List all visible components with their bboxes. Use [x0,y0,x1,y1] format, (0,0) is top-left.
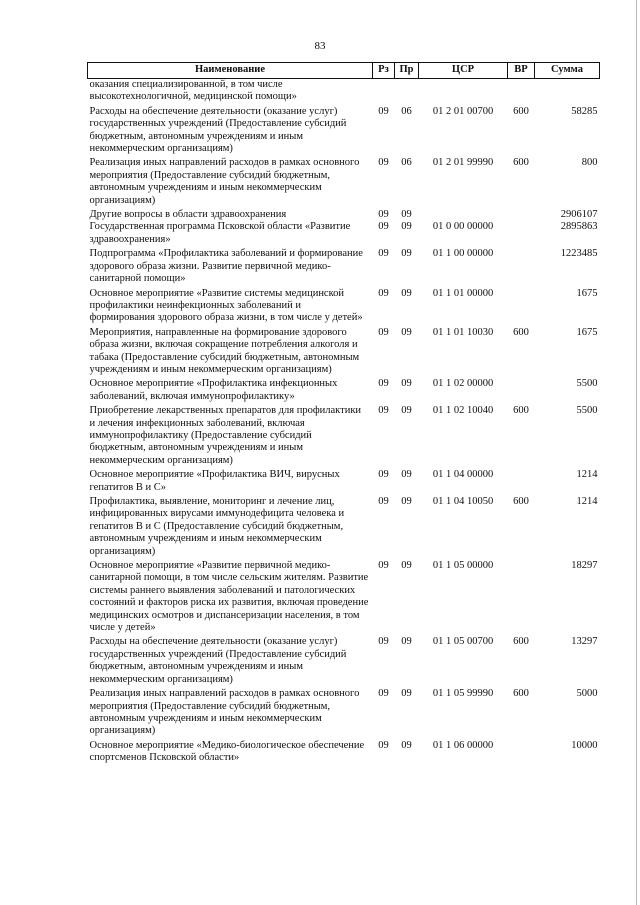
row-name: Приобретение лекарственных препаратов для профилактики и лечения инфекционных заболеваний, включая иммунопрофилактику (Предоставление субсидий бюджетным, автономным учреждениям и иным некоммерческим организациям) [89,405,362,466]
row-pr: 09 [401,221,412,233]
row-pr: 09 [401,209,412,221]
row-pr: 09 [401,560,412,572]
table-row [88,221,600,248]
row-name: Мероприятия, направленные на формирование здорового образа жизни, включая сокращение потребления алкоголя и табака (Предоставление субсидий бюджетным, автономным учреждениям и иным некоммерческим организациям) [89,326,360,375]
table-header-row [88,63,600,79]
row-name: оказания специализированной, в том числе высокотехнологичной, медицинской помощи» [89,79,297,103]
row-rz: 09 [378,636,389,648]
row-vr: 600 [513,496,529,507]
row-csr: 01 1 05 99990 [432,688,494,700]
row-sum: 5000 [576,688,598,700]
row-sum: 18297 [571,560,598,572]
row-pr: 09 [401,326,412,338]
row-sum: 2895863 [560,221,598,233]
table-row [88,378,600,405]
row-csr: 01 1 02 00000 [432,378,494,390]
row-name: Подпрограмма «Профилактика заболеваний и формирование здорового образа жизни. Развитие первичной медико-санитарной помощи» [89,248,363,285]
row-sum [535,79,600,106]
row-sum: 1675 [576,326,598,338]
row-sum: 13297 [571,636,598,648]
row-pr: 06 [401,105,412,117]
row-vr [508,560,535,636]
header-vr: ВР [508,63,535,79]
row-csr: 01 1 01 10030 [432,326,494,338]
row-csr: 01 1 01 00000 [432,287,494,299]
row-csr: 01 1 06 00000 [432,739,494,751]
row-sum: 10000 [571,739,598,751]
row-csr: 01 1 04 10050 [432,496,494,507]
table-row [88,496,600,560]
row-name: Профилактика, выявление, мониторинг и лечение лиц, инфицированных вирусами иммунодефицита человека и гепатитов В и С (Предоставление субсидий бюджетным, автономным учреждениям и иным некоммерческим организациям) [89,496,345,557]
table-row [88,740,600,765]
row-pr: 06 [401,157,412,169]
row-sum: 1223485 [560,248,598,260]
table-row [88,106,600,158]
row-csr: 01 0 00 00000 [432,221,494,233]
row-pr: 09 [401,496,412,507]
row-rz [373,79,395,106]
table-row [88,469,600,496]
row-rz: 09 [378,221,389,233]
row-csr [419,209,508,221]
row-csr [419,79,508,106]
row-csr: 01 1 05 00700 [432,636,494,648]
row-vr: 600 [513,157,529,169]
row-name: Расходы на обеспечение деятельности (оказание услуг) государственных учреждений (Предоставление субсидий бюджетным, автономным учреждениям и иным некоммерческим организациям) [89,105,347,155]
row-csr: 01 1 00 00000 [432,248,494,260]
row-vr: 600 [513,405,529,417]
row-sum: 1675 [576,287,598,299]
row-name: Основное мероприятие «Развитие первичной медико-санитарной помощи, в том числе сельским жителям. Развитие системы раннего выявления заболеваний и патологических состояний и факторов риска их развития, включая проведение медицинских осмотров и диспансеризации населения, в том числе у детей» [89,560,369,634]
table-row [88,560,600,636]
row-rz: 09 [378,326,389,338]
row-pr: 09 [401,287,412,299]
page-number: 83 [314,40,326,52]
table-row [88,157,600,209]
row-sum: 58285 [571,105,598,117]
table-row [88,209,600,221]
row-vr [508,221,535,248]
row-rz: 09 [378,157,389,169]
row-pr: 09 [401,248,412,260]
row-vr [508,378,535,405]
header-name: Наименование [88,63,373,79]
row-pr: 09 [401,636,412,648]
table-row [88,636,600,688]
row-csr: 01 2 01 00700 [432,105,494,117]
row-rz: 09 [378,496,389,507]
row-pr: 09 [401,688,412,700]
row-name: Реализация иных направлений расходов в рамках основного мероприятия (Предоставление субсидий бюджетным, автономным учреждениям и иным некоммерческим организациям) [89,688,360,737]
scan-edge-line [636,0,637,905]
row-sum: 1214 [576,469,598,481]
row-sum: 800 [581,157,598,169]
row-pr: 09 [401,469,412,481]
row-vr [508,248,535,287]
row-rz: 09 [378,688,389,700]
row-vr [508,740,535,765]
row-pr: 09 [401,739,412,751]
row-pr: 09 [401,405,412,417]
row-pr [395,79,419,106]
header-pr: Пр [395,63,419,79]
table-row [88,327,600,379]
row-vr [508,209,535,221]
row-name: Основное мероприятие «Профилактика ВИЧ, вирусных гепатитов В и С» [89,469,340,493]
table-row [88,79,600,106]
header-rz: Рз [373,63,395,79]
row-vr: 600 [513,326,529,338]
table-row [88,405,600,469]
row-rz: 09 [378,469,389,481]
row-sum: 2906107 [560,209,598,221]
row-name: Другие вопросы в области здравоохранения [89,209,287,221]
row-name: Основное мероприятие «Медико-биологическое обеспечение спортсменов Псковской области» [89,739,365,764]
row-name: Реализация иных направлений расходов в рамках основного мероприятия (Предоставление субсидий бюджетным, автономным учреждениям и иным некоммерческим организациям) [89,157,360,206]
table-row [88,688,600,740]
row-rz: 09 [378,105,389,117]
budget-table [87,62,600,765]
row-sum: 5500 [576,378,598,390]
row-rz: 09 [378,209,389,221]
table-row [88,248,600,287]
row-rz: 09 [378,287,389,299]
header-sum: Сумма [535,63,600,79]
row-csr: 01 1 02 10040 [432,405,494,417]
row-name: Расходы на обеспечение деятельности (оказание услуг) государственных учреждений (Предоставление субсидий бюджетным, автономным учреждениям и иным некоммерческим организациям) [89,636,347,685]
row-rz: 09 [378,248,389,260]
header-csr: ЦСР [419,63,508,79]
row-rz: 09 [378,560,389,572]
row-vr [508,469,535,496]
row-name: Основное мероприятие «Профилактика инфекционных заболеваний, включая иммунопрофилактику» [89,378,338,402]
row-csr: 01 2 01 99990 [432,157,494,169]
row-sum: 5500 [576,405,598,417]
row-vr [508,288,535,327]
row-rz: 09 [378,405,389,417]
row-sum: 1214 [576,496,598,507]
row-csr: 01 1 05 00000 [432,560,494,572]
row-rz: 09 [378,739,389,751]
row-name: Основное мероприятие «Развитие системы медицинской профилактики неинфекционных заболеваний и формирования здорового образа жизни, в том числе у детей» [89,287,363,324]
row-pr: 09 [401,378,412,390]
row-rz: 09 [378,378,389,390]
row-csr: 01 1 04 00000 [432,469,494,481]
row-vr: 600 [513,636,529,648]
row-vr [508,79,535,106]
row-vr: 600 [513,105,529,117]
row-vr: 600 [513,688,529,700]
row-name: Государственная программа Псковской области «Развитие здравоохранения» [89,221,351,245]
table-row [88,288,600,327]
